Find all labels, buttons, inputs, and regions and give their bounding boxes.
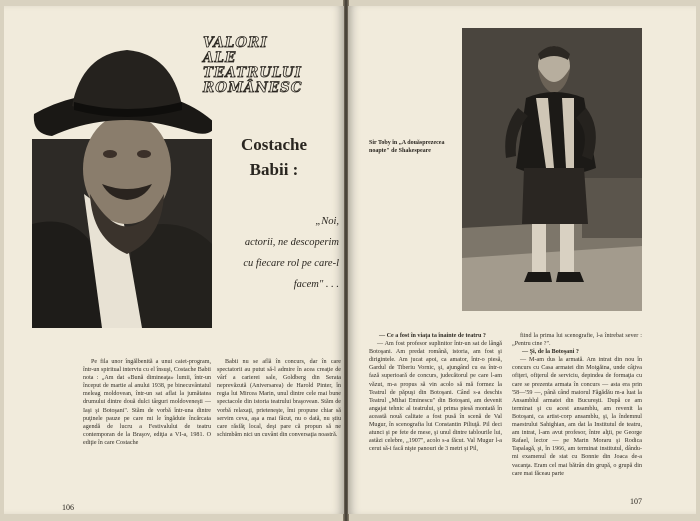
- section-title-line: TEATRULUI: [203, 65, 302, 81]
- portrait-photo-costache-babii: [32, 44, 212, 328]
- left-page: [4, 6, 344, 514]
- right-text-column-1: [369, 332, 502, 453]
- left-text-column-2: [217, 358, 341, 439]
- quote-line: actorii, ne descoperim: [244, 237, 339, 248]
- quote-line: facem" . . .: [293, 279, 339, 290]
- section-title-line: ALE: [203, 50, 237, 66]
- page-number-right: 107: [630, 497, 642, 506]
- section-title-line: VALORI: [203, 35, 268, 51]
- stage-photo-sir-toby: [462, 28, 642, 311]
- person-name-line: Babii :: [249, 160, 299, 179]
- quote-line: „Noi,: [315, 216, 339, 227]
- interview-question: — Şi, de la Botoşani ?: [522, 349, 579, 356]
- right-text-column-2: [512, 332, 642, 478]
- pull-quote: [234, 211, 339, 295]
- caption-line: Sir Toby în „A douăsprezecea: [369, 140, 445, 146]
- paragraph: — Am fost profesor suplinitor într-un sat de lângă Botoşani. Am predat română, istoria, am fost şi dirigintele. Am jucat apoi, ca amator, într-o piesă, Gardul de Tiberiu Vornic, şi, ajungând cu ea într-o fază superioară de concurs, judecătorul pe care l-am văzut, m-a propus să vin acolo să mă formez la Teatrul de păpuşi din Botoşani. Când s-a deschis Teatrul „Mihai Eminescu" din Botoşani, am devenit angajat tehnic al teatrului, şi prima piesă montată în această nouă calitate a fost pusă în scenă de Val Mugur, în scenografia lui Constantin Piliuţă. Pil deci atunci şi pe fete de mese, şi unul dintre tablourile lui, astăzi celebre, „1907", acolo s-a făcut. Val Mugur l-a cerut să-i facă nişte panouri de 3 metri şi Pil,: [369, 341, 502, 453]
- article-person-name: [224, 132, 324, 182]
- paragraph: — M-am dus la armată. Am intrat din nou în concurs cu Casa armatei din Moigăina, unde câţiva ofiţeri, ofiţerul de serviciu, depindea de formaţia cu care se prezenta armata în concurs — asta era prin '58—'59 —, până când maiorul Făgădău m-a luat la Ansamblul armatei din Bucureşti. După ce am terminat şi cu acest ansamblu, am revenit la Botoşani, ca artist-corp ansamblu, şi, la îndemnul maestrului Sahighian, am dat la Institutul de teatru, am intrat, l-am avut profesor, între alţii, pe George Rafael, lector — pe Marin Moraru şi Rodica Tapalagă, şi, în 1966, am terminat institutul, dându-mi examenul de stat cu Bonnie din Joaca de-a vacanţa. Eram cel mai bătrân din grupă, o grupă din care mai făceau parte: [512, 357, 642, 477]
- paragraph: fiind la prima lui scenografie, l-a întrebat sever : „Pentru cine ?".: [512, 333, 642, 348]
- interview-question: — Ce a fost în viaţa ta înainte de teatru ?: [379, 333, 486, 339]
- left-text-column-1: [83, 358, 211, 447]
- section-title: [203, 36, 343, 96]
- paragraph: Babii nu se află în concurs, dar în care spectatorii au putut să-l admire în acea creaţie de vârf a carierei sale, Goldberg din Serata neprevăzută (Aniversarea) de Harold Pinter, în regia lui Mircea Marin, unul dintre cele mai bune spectacole din istoria teatrului braşovean. Stăm de vorbă relaxaţi, prieteneşte, îmi propune chiar să servim ceva, aşa a mai făcut, nu o dată, nu ştiu care răsfăţ local, deşi pare că propun să ne schimbăm nici un cuvânt din conversaţia noastră.: [217, 359, 341, 438]
- photo-caption: [369, 140, 459, 155]
- quote-line: cu fiecare rol pe care-l: [243, 258, 339, 269]
- caption-line: noapte" de Shakespeare: [369, 147, 431, 154]
- page-number-left: 106: [62, 503, 74, 512]
- paragraph: Pe fila unor îngălbenită a unui caiet-program, într-un spiritual interviu cu el însuşi, Costache Babii nota : „Am dat «Bună dimineaţa» lumii, într-un început de martie al anului 1938, pe binecuvântatul meleag moldovean, într-un sat aflat la jumătatea drumului dintre două dulci târguri moldoveneşti — Iaşi şi Botoşani". Stăm de vorbă într-una dintre puţinele pauze pe care mi le îngăduie încărcata agendă de lucru a Festivalului de teatru contemporan de la Braşov, ediţia a VI-a, 1981. O ediţie în care Costache: [83, 359, 211, 446]
- person-name-line: Costache: [240, 135, 308, 154]
- section-title-line: ROMÂNESC: [203, 80, 303, 96]
